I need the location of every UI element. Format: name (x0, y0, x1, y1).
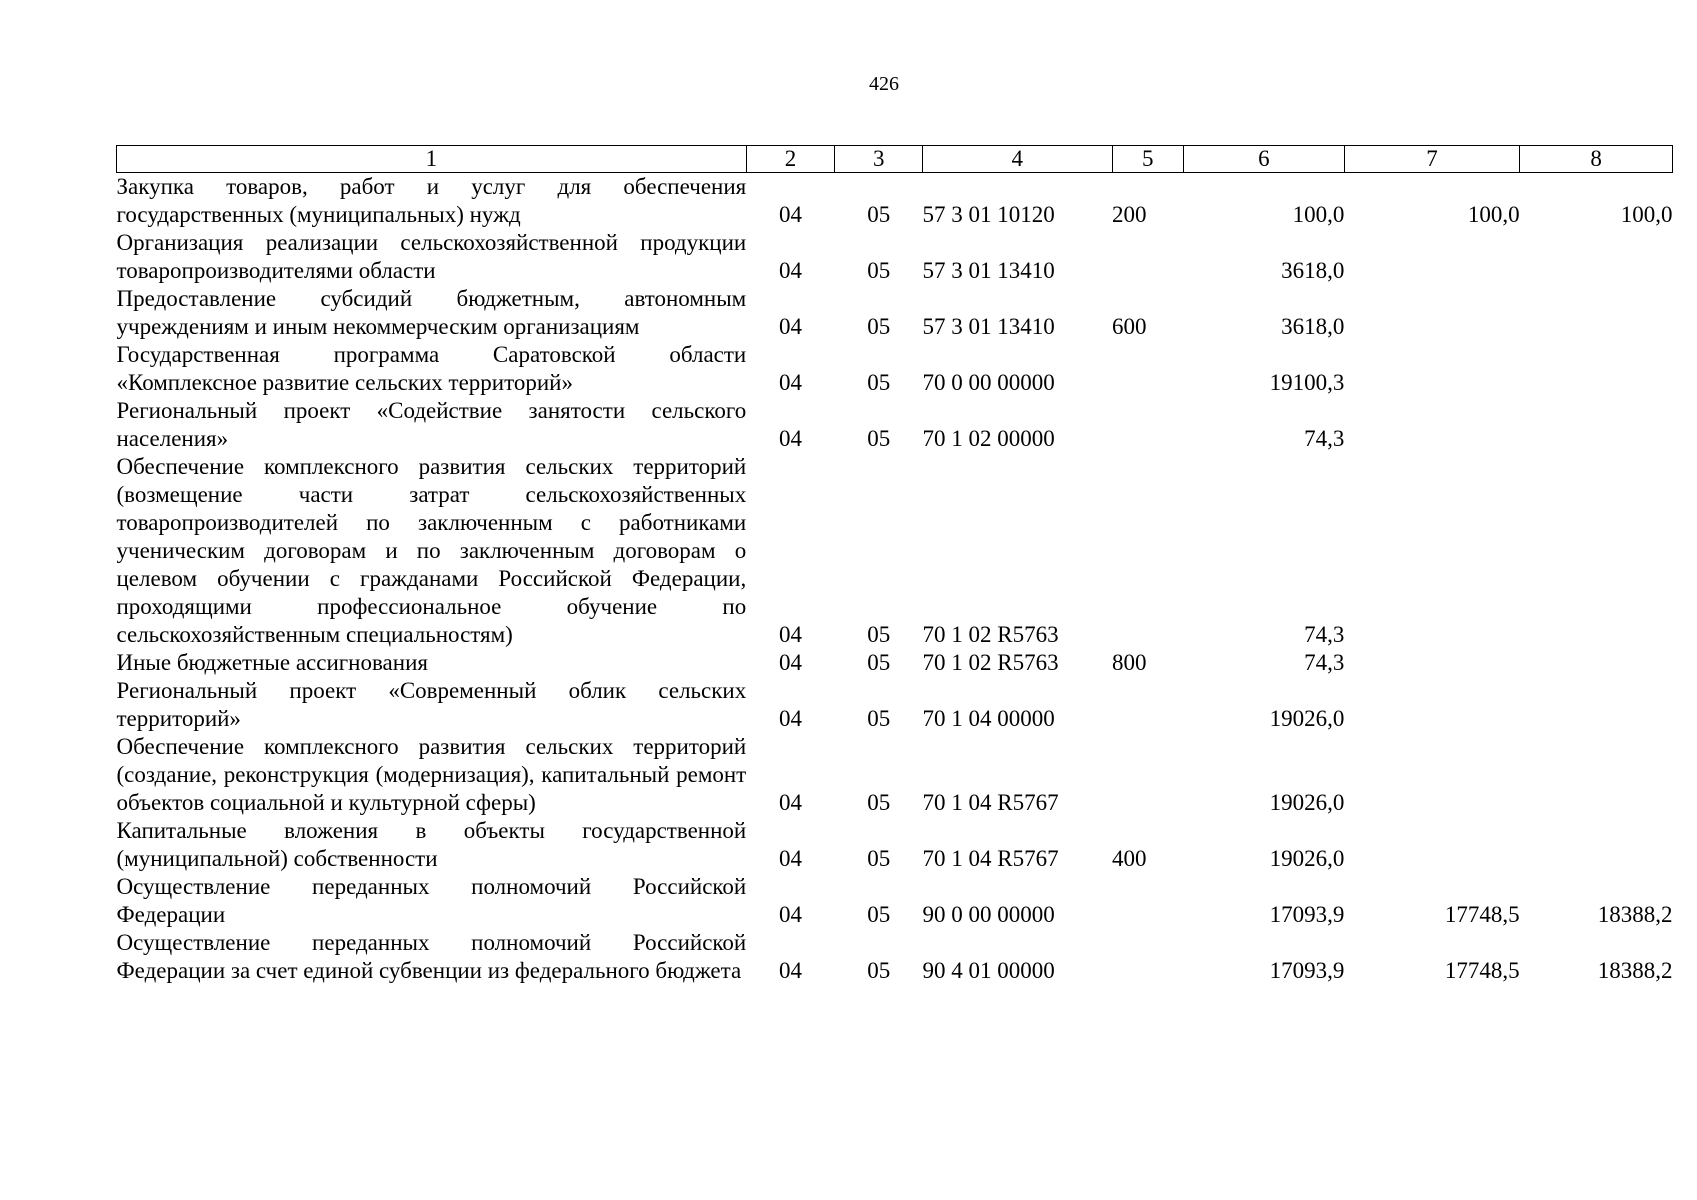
row-section: 04 (779, 650, 803, 675)
row-name: Региональный проект «Содействие занятости сельского населения» (116, 398, 747, 451)
row-name: Государственная программа Саратовской области «Комплексное развитие сельских территорий» (116, 342, 747, 395)
row-target-code: 90 0 00 00000 (922, 902, 1055, 927)
row-subsection: 05 (867, 790, 891, 815)
row-amount-3 (1520, 341, 1673, 397)
row-expense-type (1112, 733, 1183, 817)
row-amount-1: 19026,0 (1269, 790, 1345, 815)
row-amount-3: 18388,2 (1597, 902, 1673, 927)
row-amount-2 (1344, 677, 1519, 733)
header-col-7: 7 (1344, 146, 1519, 173)
row-amount-1: 19026,0 (1269, 846, 1345, 871)
page-number: 426 (869, 73, 899, 95)
row-expense-type (1112, 677, 1183, 733)
row-expense-type: 400 (1112, 846, 1147, 871)
row-amount-3: 100,0 (1620, 202, 1673, 227)
row-amount-1: 17093,9 (1269, 902, 1345, 927)
row-section: 04 (779, 314, 803, 339)
row-amount-2 (1344, 397, 1519, 453)
row-subsection: 05 (867, 650, 891, 675)
row-target-code: 70 1 02 00000 (922, 426, 1055, 451)
row-subsection: 05 (867, 958, 891, 983)
row-section: 04 (779, 846, 803, 871)
row-target-code: 90 4 01 00000 (922, 958, 1055, 983)
row-target-code: 70 1 04 00000 (922, 706, 1055, 731)
row-amount-2 (1344, 817, 1519, 873)
row-amount-3 (1520, 285, 1673, 341)
row-expense-type: 200 (1112, 202, 1147, 227)
row-section: 04 (779, 902, 803, 927)
row-expense-type (1112, 873, 1183, 929)
header-col-4: 4 (923, 146, 1113, 173)
header-col-2: 2 (746, 146, 835, 173)
row-amount-1: 74,3 (1304, 650, 1345, 675)
row-amount-3 (1520, 397, 1673, 453)
row-amount-2 (1344, 341, 1519, 397)
row-section: 04 (779, 622, 803, 647)
row-amount-2 (1344, 285, 1519, 341)
table-row (117, 397, 1673, 453)
row-subsection: 05 (867, 622, 891, 647)
row-expense-type (1112, 929, 1183, 985)
row-amount-2: 17748,5 (1444, 902, 1520, 927)
header-col-6: 6 (1183, 146, 1344, 173)
table-row (117, 285, 1673, 341)
row-amount-3 (1520, 453, 1673, 649)
row-amount-1: 19026,0 (1269, 706, 1345, 731)
row-subsection: 05 (867, 846, 891, 871)
row-amount-1: 74,3 (1304, 426, 1345, 451)
header-col-5: 5 (1112, 146, 1183, 173)
table-row (117, 229, 1673, 285)
row-amount-1: 74,3 (1304, 622, 1345, 647)
row-amount-3 (1520, 649, 1673, 677)
row-name: Организация реализации сельскохозяйственной продукции товаропроизводителями области (116, 230, 747, 283)
table-row (117, 817, 1673, 873)
row-subsection: 05 (867, 314, 891, 339)
table-header (117, 146, 1673, 173)
table-row (117, 677, 1673, 733)
table-row (117, 453, 1673, 649)
header-col-3: 3 (835, 146, 923, 173)
row-expense-type: 800 (1112, 650, 1147, 675)
row-name: Региональный проект «Современный облик сельских территорий» (116, 678, 747, 731)
row-name: Предоставление субсидий бюджетным, автономным учреждениям и иным некоммерческим организациям (116, 286, 747, 339)
row-expense-type (1112, 397, 1183, 453)
row-expense-type: 600 (1112, 314, 1147, 339)
row-name: Закупка товаров, работ и услуг для обеспечения государственных (муниципальных) нужд (116, 174, 747, 227)
row-name: Осуществление переданных полномочий Российской Федерации (116, 874, 747, 927)
row-subsection: 05 (867, 706, 891, 731)
row-name: Капитальные вложения в объекты государственной (муниципальной) собственности (116, 818, 747, 871)
table-body (117, 173, 1673, 986)
table-row (117, 929, 1673, 985)
table-row (117, 649, 1673, 677)
row-name: Обеспечение комплексного развития сельских территорий (возмещение части затрат сельскохозяйственных товаропроизводителей по заключенным с работниками ученическим договорам и по заключенным договорам о целевом обучении с гражданами Российской Федерации, проходящими профессиональное обучение по сельскохозяйственным специальностям) (116, 454, 747, 647)
row-amount-2: 100,0 (1467, 202, 1520, 227)
row-target-code: 57 3 01 13410 (922, 314, 1055, 339)
row-expense-type (1112, 229, 1183, 285)
row-amount-1: 17093,9 (1269, 958, 1345, 983)
budget-table (116, 145, 1673, 985)
row-section: 04 (779, 202, 803, 227)
row-section: 04 (779, 426, 803, 451)
table-row (117, 733, 1673, 817)
row-target-code: 57 3 01 10120 (922, 202, 1055, 227)
row-amount-1: 3618,0 (1281, 258, 1345, 283)
row-target-code: 57 3 01 13410 (922, 258, 1055, 283)
row-section: 04 (779, 706, 803, 731)
table-row (117, 173, 1673, 230)
row-amount-3 (1520, 677, 1673, 733)
row-amount-2 (1344, 453, 1519, 649)
row-target-code: 70 1 04 R5767 (922, 790, 1059, 815)
row-section: 04 (779, 958, 803, 983)
row-amount-1: 3618,0 (1281, 314, 1345, 339)
table-row (117, 873, 1673, 929)
row-amount-2: 17748,5 (1444, 958, 1520, 983)
row-target-code: 70 1 04 R5767 (922, 846, 1059, 871)
row-name: Иные бюджетные ассигнования (116, 650, 428, 675)
row-subsection: 05 (867, 202, 891, 227)
header-col-1: 1 (117, 146, 747, 173)
row-subsection: 05 (867, 258, 891, 283)
row-expense-type (1112, 453, 1183, 649)
row-amount-3 (1520, 817, 1673, 873)
row-target-code: 70 1 02 R5763 (922, 650, 1059, 675)
row-subsection: 05 (867, 902, 891, 927)
row-amount-2 (1344, 733, 1519, 817)
row-name: Осуществление переданных полномочий Российской Федерации за счет единой субвенции из федерального бюджета (116, 930, 747, 983)
row-subsection: 05 (867, 370, 891, 395)
row-amount-3 (1520, 733, 1673, 817)
row-amount-2 (1344, 649, 1519, 677)
row-amount-3: 18388,2 (1597, 958, 1673, 983)
table-row (117, 341, 1673, 397)
row-amount-3 (1520, 229, 1673, 285)
row-target-code: 70 0 00 00000 (922, 370, 1055, 395)
row-target-code: 70 1 02 R5763 (922, 622, 1059, 647)
row-section: 04 (779, 790, 803, 815)
row-amount-1: 100,0 (1292, 202, 1345, 227)
row-subsection: 05 (867, 426, 891, 451)
row-section: 04 (779, 258, 803, 283)
row-amount-2 (1344, 229, 1519, 285)
row-name: Обеспечение комплексного развития сельских территорий (создание, реконструкция (модернизация), капитальный ремонт объектов социальной и культурной сферы) (116, 734, 747, 815)
row-amount-1: 19100,3 (1269, 370, 1345, 395)
row-expense-type (1112, 341, 1183, 397)
header-col-8: 8 (1520, 146, 1673, 173)
row-section: 04 (779, 370, 803, 395)
